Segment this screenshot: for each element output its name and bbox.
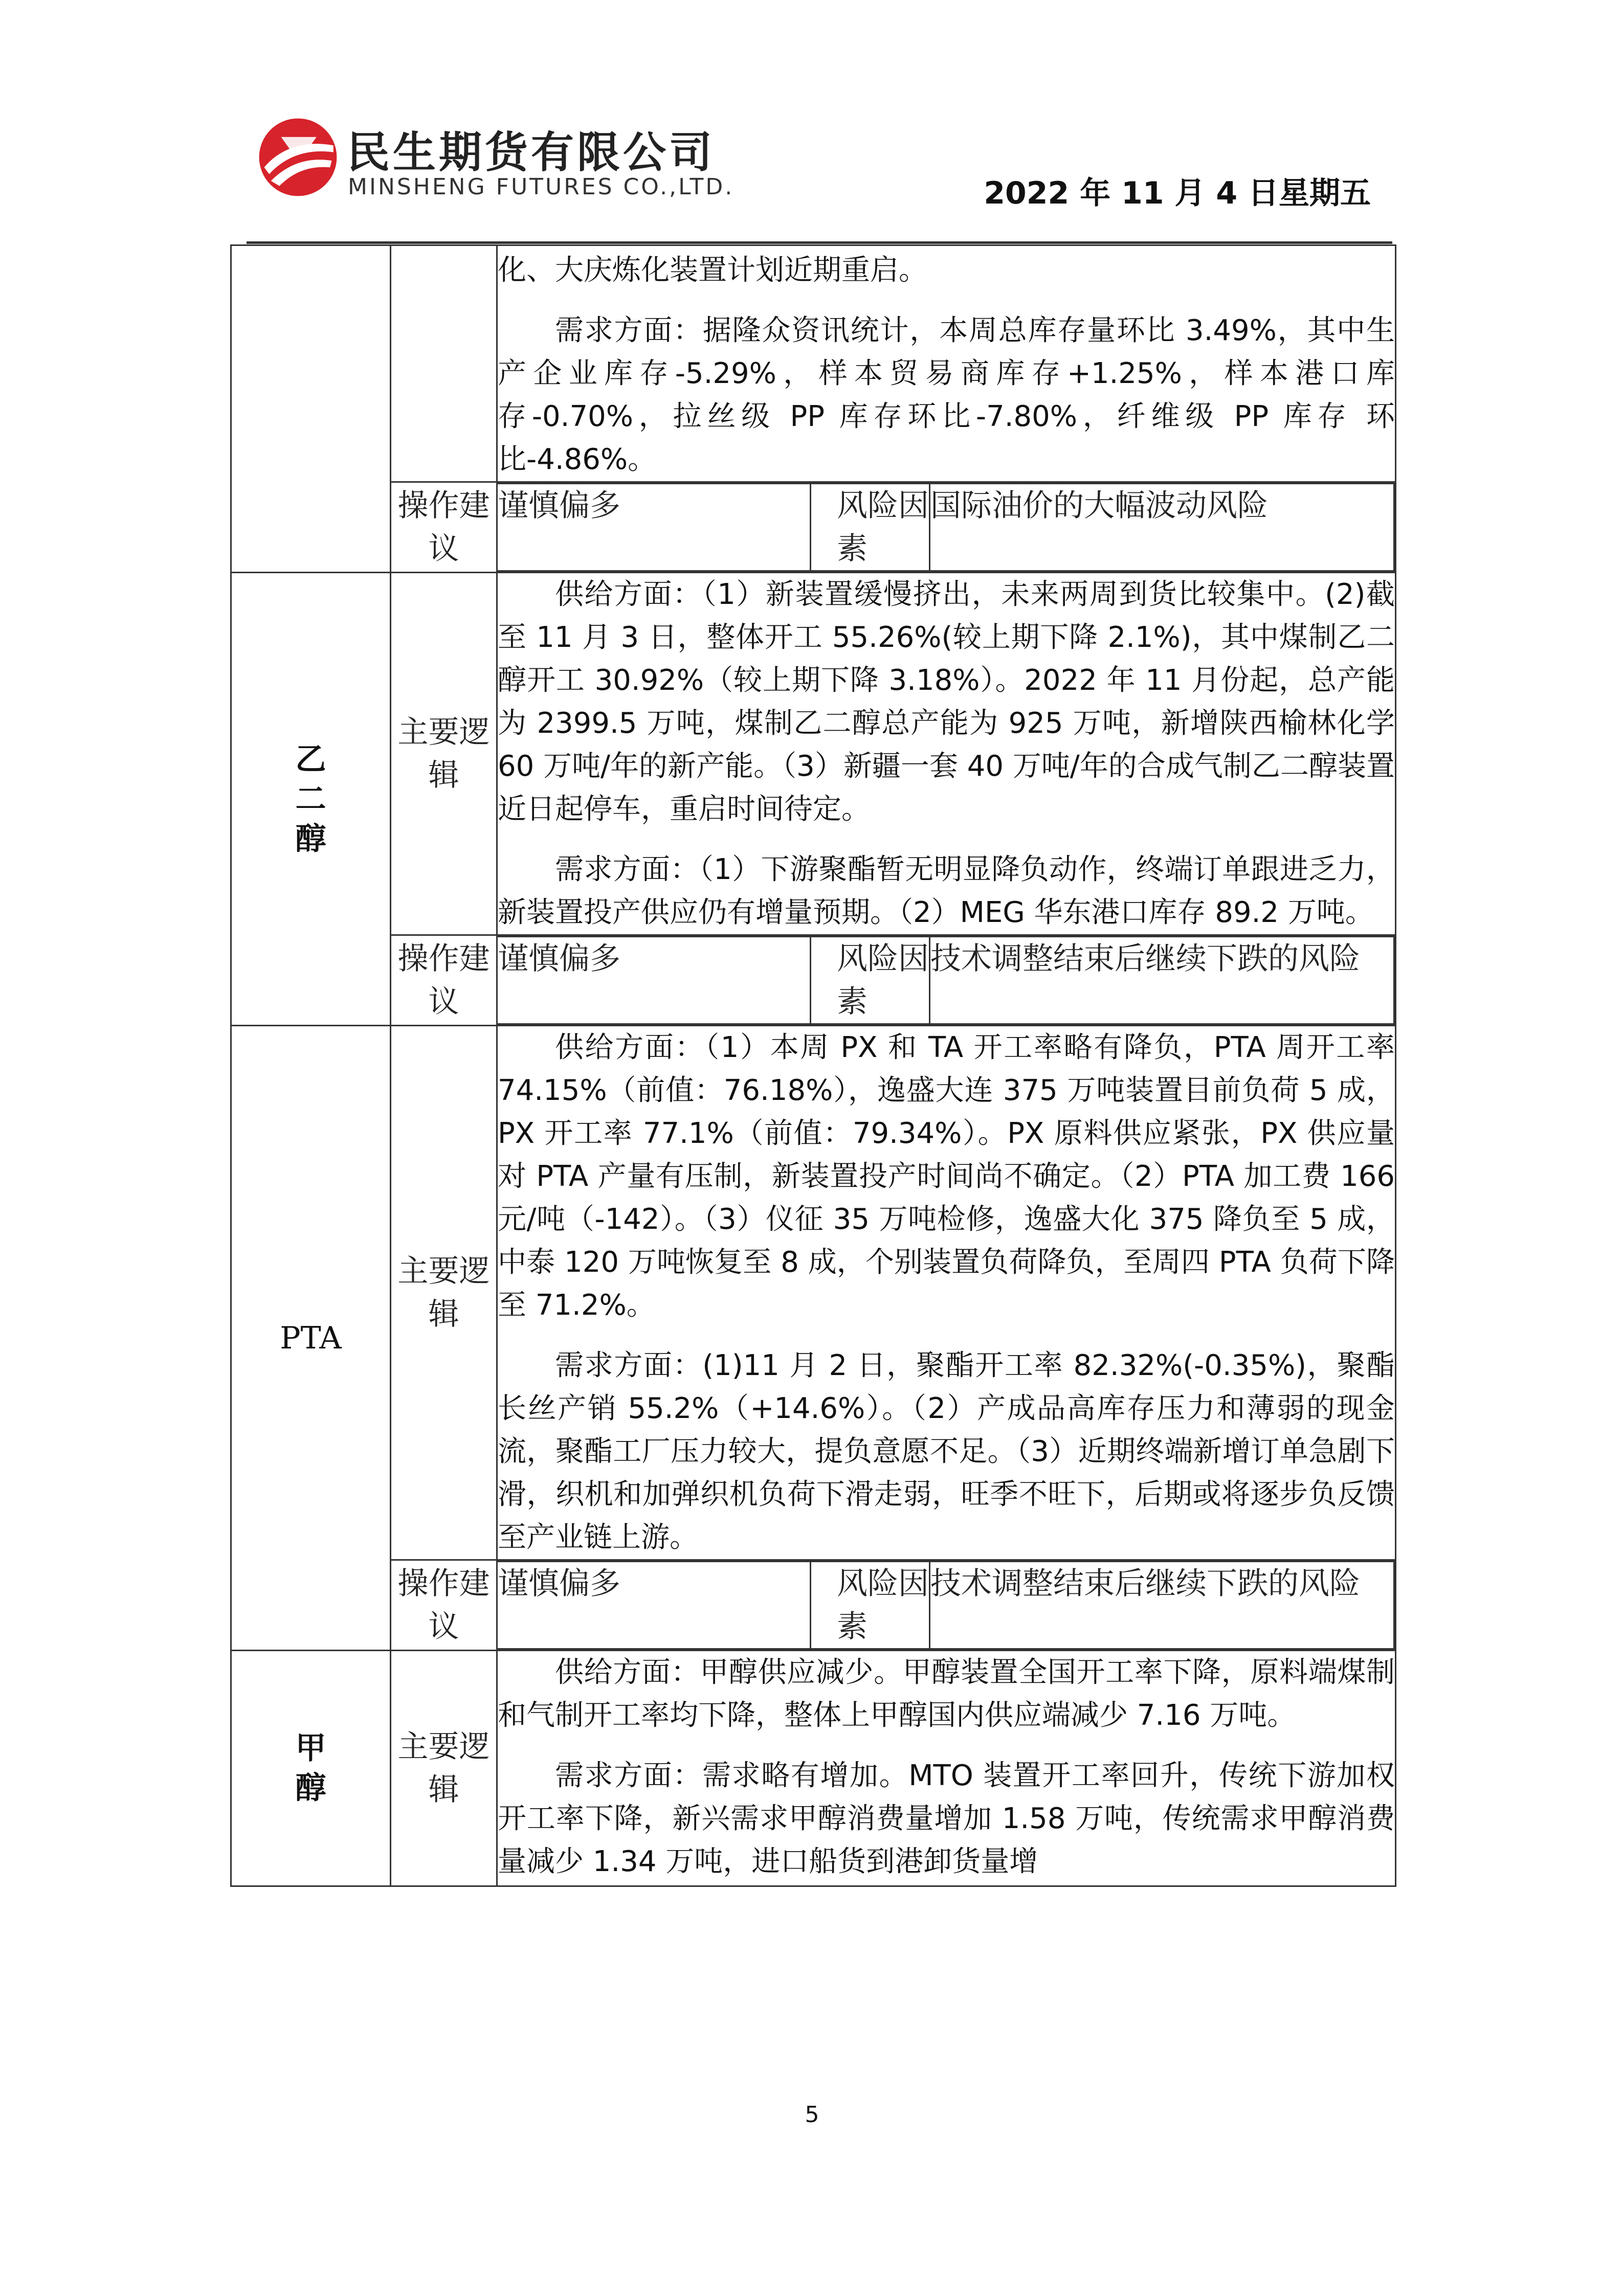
minsheng-logo-icon <box>256 115 340 199</box>
advice-row <box>231 482 1396 573</box>
paragraph: 需求方面：需求略有增加。MTO 装置开工率回升，传统下游加权开工率下降，新兴需求甲醇消费量增加 1.58 万吨，传统需求甲醇消费量减少 1.34 万吨，进口船货到港卸货量增 <box>498 1759 1395 1878</box>
risk-value: 技术调整结束后继续下跌的风险 <box>930 1562 1394 1649</box>
logic-label: 主要逻辑 <box>391 573 497 935</box>
section-row-continued <box>231 245 1396 482</box>
section-row-methanol <box>231 1651 1396 1886</box>
risk-label: 风险因素 <box>811 1562 930 1649</box>
logic-content <box>497 245 1396 482</box>
advice-label: 操作建议 <box>391 1560 497 1651</box>
report-date: 2022 年 11 月 4 日星期五 <box>984 175 1371 211</box>
logic-content <box>497 1026 1396 1560</box>
logic-label-empty <box>391 245 497 482</box>
paragraph: 需求方面：(1)11 月 2 日，聚酯开工率 82.32%(-0.35%)，聚酯长丝产销 55.2%（+14.6%）。（2）产成品高库存压力和薄弱的现金流，聚酯工厂压力较大，提负意愿不足。（3）近期终端新增订单急剧下滑，织机和加弹织机负荷下滑走弱，旺季不旺下，后期或将逐步负反馈至产业链上游。 <box>498 1349 1395 1554</box>
advice-row <box>231 1560 1396 1651</box>
risk-label: 风险因素 <box>811 484 930 571</box>
header-divider <box>247 241 1392 244</box>
risk-label: 风险因素 <box>811 937 930 1024</box>
advice-label: 操作建议 <box>391 482 497 573</box>
company-logo <box>256 115 747 207</box>
advice-value: 谨慎偏多 <box>498 1562 811 1649</box>
logic-content <box>497 573 1396 935</box>
paragraph: 供给方面：（1）新装置缓慢挤出，未来两周到货比较集中。(2)截至 11 月 3 日，整体开工 55.26%(较上期下降 2.1%)，其中煤制乙二醇开工 30.92%（较上期下降 3.18%）。2022 年 11 月份起，总产能为 2399.5 万吨，煤制乙二醇总产能为 925 万吨，新增陕西榆林化学 60 万吨/年的新产能。（3）新疆一套 40 万吨/年的合成气制乙二醇装置近日起停车，重启时间待定。 <box>498 578 1395 826</box>
product-name-methanol: 甲 醇 <box>231 1651 391 1886</box>
company-name-en: MINSHENG FUTURES CO.,LTD. <box>348 174 735 200</box>
paragraph: 化、大庆炼化装置计划近期重启。 <box>498 254 927 287</box>
advice-value: 谨慎偏多 <box>498 484 811 571</box>
product-name-pta: PTA <box>231 1026 391 1651</box>
logic-label: 主要逻辑 <box>391 1026 497 1560</box>
logic-content <box>497 1651 1396 1886</box>
risk-value: 技术调整结束后继续下跌的风险 <box>930 937 1394 1024</box>
logic-label: 主要逻辑 <box>391 1651 497 1886</box>
section-row-meg <box>231 573 1396 935</box>
advice-label: 操作建议 <box>391 935 497 1026</box>
risk-value: 国际油价的大幅波动风险 <box>930 484 1394 571</box>
section-row-pta <box>231 1026 1396 1560</box>
analysis-table <box>230 244 1396 1887</box>
advice-value: 谨慎偏多 <box>498 937 811 1024</box>
product-name-meg: 乙 二 醇 <box>231 573 391 1026</box>
page-number: 5 <box>805 2102 819 2128</box>
advice-row <box>231 935 1396 1026</box>
paragraph: 供给方面：（1）本周 PX 和 TA 开工率略有降负，PTA 周开工率 74.15%（前值：76.18%），逸盛大连 375 万吨装置目前负荷 5 成，PX 开工率 77.1%（前值：79.34%）。PX 原料供应紧张，PX 供应量对 PTA 产量有压制，新装置投产时间尚不确定。（2）PTA 加工费 166 元/吨（-142）。（3）仪征 35 万吨检修，逸盛大化 375 降负至 5 成，中泰 120 万吨恢复至 8 成，个别装置负荷降负，至周四 PTA 负荷下降至 71.2%。 <box>498 1031 1395 1322</box>
product-cell-empty <box>231 245 391 573</box>
paragraph: 需求方面：（1）下游聚酯暂无明显降负动作，终端订单跟进乏力，新装置投产供应仍有增量预期。（2）MEG 华东港口库存 89.2 万吨。 <box>498 853 1395 929</box>
paragraph: 需求方面：据隆众资讯统计，本周总库存量环比 3.49%，其中生产企业库存-5.29%，样本贸易商库存+1.25%，样本港口库存-0.70%，拉丝级 PP 库存环比-7.80%，纤维级 PP 库存 环比-4.86%。 <box>498 314 1395 476</box>
paragraph: 供给方面：甲醇供应减少。甲醇装置全国开工率下降，原料端煤制和气制开工率均下降，整体上甲醇国内供应端减少 7.16 万吨。 <box>498 1656 1395 1732</box>
company-name-cn: 民生期货有限公司 <box>347 127 716 177</box>
